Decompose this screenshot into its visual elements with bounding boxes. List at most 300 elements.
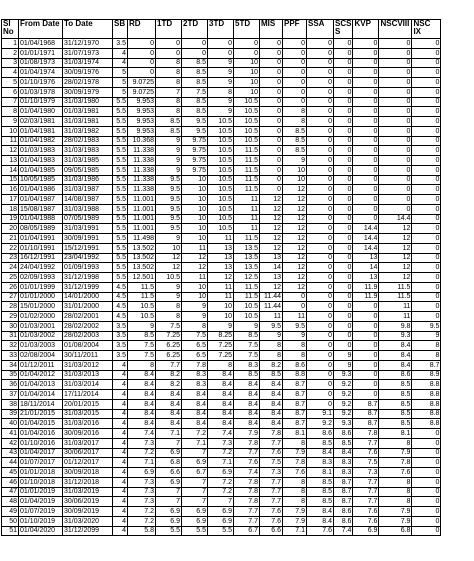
table-body xyxy=(2,39,441,536)
table-cell: 11.001 xyxy=(128,204,156,214)
table-row xyxy=(2,224,441,234)
table-cell: 8.7 xyxy=(283,390,307,400)
table-cell: 0 xyxy=(353,302,379,312)
table-cell: 8.4 xyxy=(128,409,156,419)
table-cell: 44 xyxy=(2,458,19,468)
table-cell: 0 xyxy=(412,68,441,78)
table-row xyxy=(2,68,441,78)
table-cell: 31/03/2012 xyxy=(63,360,113,370)
table-cell: 7.9 xyxy=(379,516,412,526)
table-cell: 8 xyxy=(283,477,307,487)
table-cell: 0 xyxy=(307,136,334,146)
table-cell: 6.9 xyxy=(182,516,208,526)
table-cell: 8 xyxy=(208,87,234,97)
table-cell: 9.8 xyxy=(379,321,412,331)
table-cell: 8.5 xyxy=(283,126,307,136)
table-cell: 0 xyxy=(260,68,283,78)
table-cell: 9.5 xyxy=(156,185,182,195)
table-cell: 8 xyxy=(379,497,412,507)
table-cell: 9.5 xyxy=(260,321,283,331)
table-cell: 12 xyxy=(156,263,182,273)
table-cell: 0 xyxy=(379,146,412,156)
table-cell: 0 xyxy=(353,165,379,175)
table-cell: 0 xyxy=(260,78,283,88)
table-cell: 7.8 xyxy=(283,458,307,468)
table-cell: 11.5 xyxy=(234,146,260,156)
rates-spreadsheet xyxy=(1,19,441,536)
table-cell: 5 xyxy=(113,68,128,78)
table-cell: 10.5 xyxy=(208,146,234,156)
table-cell: 9.5 xyxy=(156,195,182,205)
table-cell: 12 xyxy=(182,253,208,263)
table-cell: 31/03/2014 xyxy=(63,380,113,390)
table-cell: 10 xyxy=(234,78,260,88)
table-cell: 10.368 xyxy=(128,136,156,146)
table-cell: 7.8 xyxy=(234,497,260,507)
table-cell: 10 xyxy=(182,175,208,185)
table-cell: 0 xyxy=(307,126,334,136)
table-cell: 7 xyxy=(156,497,182,507)
table-cell: 8.4 xyxy=(156,390,182,400)
table-cell: 30/06/2017 xyxy=(63,448,113,458)
table-cell: 8.4 xyxy=(128,390,156,400)
table-cell: 31 xyxy=(2,331,19,341)
table-cell: 8.8 xyxy=(412,399,441,409)
table-cell: 5.5 xyxy=(113,204,128,214)
table-cell: 50 xyxy=(2,516,19,526)
table-cell: 12 xyxy=(283,263,307,273)
table-cell: 01/08/1973 xyxy=(19,58,63,68)
table-cell: 7.6 xyxy=(260,516,283,526)
table-cell: 0 xyxy=(379,39,412,49)
table-cell: 8.4 xyxy=(307,516,334,526)
table-cell: 14.4 xyxy=(379,214,412,224)
table-cell: 9 xyxy=(156,234,182,244)
table-cell: 11 xyxy=(208,234,234,244)
table-cell: 9.75 xyxy=(182,146,208,156)
table-cell: 12 xyxy=(283,234,307,244)
table-cell: 0 xyxy=(182,48,208,58)
table-cell: 31/12/1998 xyxy=(63,273,113,283)
table-cell: 30/06/2019 xyxy=(63,497,113,507)
table-cell: 11.5 xyxy=(128,292,156,302)
table-cell: 0 xyxy=(353,175,379,185)
table-cell: 7.7 xyxy=(353,497,379,507)
table-cell: 0 xyxy=(208,39,234,49)
table-cell: 0 xyxy=(260,87,283,97)
table-cell: 9.5 xyxy=(182,117,208,127)
table-cell: 8 xyxy=(128,360,156,370)
table-cell: 13.5 xyxy=(234,243,260,253)
table-row xyxy=(2,429,441,439)
table-cell: 27 xyxy=(2,292,19,302)
table-cell: 0 xyxy=(412,214,441,224)
table-cell: 7.7 xyxy=(353,487,379,497)
table-cell: 7 xyxy=(182,487,208,497)
table-cell: 34 xyxy=(2,360,19,370)
table-cell: 10 xyxy=(234,58,260,68)
table-cell: 5.5 xyxy=(113,185,128,195)
table-cell: 10/05/1985 xyxy=(19,175,63,185)
table-cell: 11.5 xyxy=(234,234,260,244)
table-cell: 5.5 xyxy=(113,243,128,253)
table-cell: 7.5 xyxy=(182,87,208,97)
table-cell: 7 xyxy=(208,497,234,507)
table-cell: 0 xyxy=(234,39,260,49)
table-cell: 0 xyxy=(260,185,283,195)
table-cell: 01/09/1993 xyxy=(63,263,113,273)
table-cell: 31/03/2017 xyxy=(63,438,113,448)
table-cell: 0 xyxy=(128,48,156,58)
table-cell: 5 xyxy=(113,78,128,88)
table-cell: 8.5 xyxy=(128,331,156,341)
table-cell: 5.5 xyxy=(113,195,128,205)
table-cell: 14/08/1987 xyxy=(63,195,113,205)
table-cell: 0 xyxy=(334,341,353,351)
table-cell: 11 xyxy=(260,312,283,322)
table-cell: 0 xyxy=(334,68,353,78)
table-cell: 0 xyxy=(334,312,353,322)
table-cell: 10.5 xyxy=(128,312,156,322)
table-cell: 7.25 xyxy=(156,331,182,341)
table-row xyxy=(2,136,441,146)
table-cell: 0 xyxy=(379,156,412,166)
table-cell: 32 xyxy=(2,341,19,351)
table-cell: 01/04/1980 xyxy=(19,107,63,117)
table-cell: 8 xyxy=(283,438,307,448)
table-cell: 5.8 xyxy=(128,526,156,536)
table-cell: 0 xyxy=(412,526,441,536)
table-cell: 8.5 xyxy=(307,438,334,448)
table-cell: 4 xyxy=(113,399,128,409)
table-cell: 7 xyxy=(182,477,208,487)
table-cell: 8.4 xyxy=(234,409,260,419)
table-cell: 5.5 xyxy=(113,224,128,234)
table-row xyxy=(2,214,441,224)
table-cell: 11.5 xyxy=(234,165,260,175)
table-cell: 7.6 xyxy=(234,458,260,468)
table-cell: 8.7 xyxy=(283,399,307,409)
table-row xyxy=(2,156,441,166)
table-cell: 28/02/2003 xyxy=(63,331,113,341)
table-row xyxy=(2,195,441,205)
table-cell: 18/11/2014 xyxy=(19,399,63,409)
table-cell: 10 xyxy=(182,185,208,195)
table-cell: 0 xyxy=(307,282,334,292)
table-cell: 8.4 xyxy=(128,419,156,429)
table-cell: 8.4 xyxy=(260,380,283,390)
table-cell: 7.9 xyxy=(379,448,412,458)
table-cell: 8.4 xyxy=(182,390,208,400)
table-cell: 8 xyxy=(379,477,412,487)
table-cell: 7.1 xyxy=(208,458,234,468)
table-cell: 0 xyxy=(412,468,441,478)
table-cell: 0 xyxy=(283,302,307,312)
table-cell: 12 xyxy=(2,146,19,156)
table-cell: 12 xyxy=(379,253,412,263)
table-cell: 11.338 xyxy=(128,156,156,166)
table-cell: 6.25 xyxy=(156,351,182,361)
table-cell: 8.5 xyxy=(182,97,208,107)
table-cell: 0 xyxy=(307,273,334,283)
table-cell: 9 xyxy=(412,331,441,341)
table-cell: 0 xyxy=(307,234,334,244)
table-cell: 11.5 xyxy=(234,175,260,185)
table-cell: 0 xyxy=(334,331,353,341)
table-cell: 9 xyxy=(283,156,307,166)
table-row xyxy=(2,321,441,331)
table-cell: 4 xyxy=(2,68,19,78)
table-cell: 0 xyxy=(379,117,412,127)
table-cell: 9 xyxy=(208,97,234,107)
table-cell: 4 xyxy=(113,516,128,526)
table-cell: 0 xyxy=(307,146,334,156)
table-cell: 7.25 xyxy=(208,341,234,351)
table-cell: 0 xyxy=(412,448,441,458)
table-cell: 0 xyxy=(334,282,353,292)
table-cell: 0 xyxy=(379,48,412,58)
table-cell: 6.6 xyxy=(156,468,182,478)
table-cell: 0 xyxy=(307,331,334,341)
table-cell: 8.4 xyxy=(379,341,412,351)
table-cell: 31/12/1999 xyxy=(63,282,113,292)
table-cell: 7 xyxy=(2,97,19,107)
table-row xyxy=(2,146,441,156)
table-cell: 8.7 xyxy=(283,380,307,390)
table-cell: 11.5 xyxy=(234,282,260,292)
table-row xyxy=(2,243,441,253)
table-cell: 0 xyxy=(334,107,353,117)
table-cell: 5 xyxy=(2,78,19,88)
table-cell: 14 xyxy=(353,263,379,273)
table-cell: 9.75 xyxy=(182,156,208,166)
table-row xyxy=(2,507,441,517)
table-cell: 0 xyxy=(412,117,441,127)
table-cell: 7.3 xyxy=(208,438,234,448)
table-cell: 11 xyxy=(234,224,260,234)
table-cell: 0 xyxy=(412,185,441,195)
table-cell: 12 xyxy=(379,234,412,244)
column-header-to-date: To Date xyxy=(63,20,113,39)
table-cell: 7.3 xyxy=(128,497,156,507)
table-cell: 8.4 xyxy=(128,380,156,390)
table-cell: 9 xyxy=(208,78,234,88)
table-row xyxy=(2,165,441,175)
table-cell: 10 xyxy=(182,292,208,302)
table-cell: 28/02/1978 xyxy=(63,78,113,88)
table-cell: 9.5 xyxy=(156,175,182,185)
table-cell: 01/01/2000 xyxy=(19,292,63,302)
table-cell: 0 xyxy=(334,195,353,205)
table-cell: 43 xyxy=(2,448,19,458)
table-cell: 0 xyxy=(412,48,441,58)
column-header-si-no: SI No xyxy=(2,20,19,39)
table-cell: 31/03/2016 xyxy=(63,419,113,429)
table-cell: 39 xyxy=(2,409,19,419)
table-cell: 0 xyxy=(334,117,353,127)
table-cell: 12 xyxy=(379,273,412,283)
table-cell: 0 xyxy=(412,126,441,136)
table-row xyxy=(2,351,441,361)
table-cell: 0 xyxy=(412,438,441,448)
table-cell: 0 xyxy=(128,58,156,68)
table-cell: 01/04/2013 xyxy=(19,380,63,390)
table-cell: 9 xyxy=(208,107,234,117)
table-cell: 0 xyxy=(307,175,334,185)
table-cell: 12.5 xyxy=(234,273,260,283)
table-cell: 4.5 xyxy=(113,292,128,302)
table-cell: 6.9 xyxy=(156,516,182,526)
table-cell: 7.2 xyxy=(128,448,156,458)
table-cell: 8.6 xyxy=(334,507,353,517)
table-cell: 10.5 xyxy=(208,175,234,185)
table-cell: 10 xyxy=(234,87,260,97)
table-row xyxy=(2,458,441,468)
table-cell: 0 xyxy=(334,39,353,49)
table-cell: 01/02/2000 xyxy=(19,312,63,322)
table-cell: 13.502 xyxy=(128,253,156,263)
table-cell: 11.498 xyxy=(128,234,156,244)
table-cell: 0 xyxy=(353,380,379,390)
table-cell: 9.3 xyxy=(334,419,353,429)
table-cell: 10 xyxy=(2,126,19,136)
table-cell: 7.9 xyxy=(234,429,260,439)
column-header-3td: 3TD xyxy=(208,20,234,39)
table-cell: 10 xyxy=(208,302,234,312)
table-cell: 30/09/2018 xyxy=(63,468,113,478)
column-header-rd: RD xyxy=(128,20,156,39)
table-cell: 7.6 xyxy=(260,448,283,458)
table-cell: 4 xyxy=(113,468,128,478)
table-cell: 8.7 xyxy=(412,360,441,370)
table-cell: 0 xyxy=(412,477,441,487)
table-row xyxy=(2,39,441,49)
table-cell: 0 xyxy=(412,273,441,283)
table-cell: 10.5 xyxy=(234,126,260,136)
table-cell: 7.2 xyxy=(208,487,234,497)
table-cell: 49 xyxy=(2,507,19,517)
table-cell: 7.8 xyxy=(260,429,283,439)
table-cell: 5.5 xyxy=(113,273,128,283)
table-cell: 8.8 xyxy=(283,370,307,380)
table-cell: 8.5 xyxy=(182,78,208,88)
table-cell: 10.5 xyxy=(208,214,234,224)
table-cell: 9.75 xyxy=(182,165,208,175)
table-cell: 10 xyxy=(182,214,208,224)
table-cell: 01/04/1981 xyxy=(19,126,63,136)
table-cell: 0 xyxy=(412,78,441,88)
table-cell: 7.4 xyxy=(128,429,156,439)
table-cell: 0 xyxy=(307,165,334,175)
column-header-nscviii: NSCVIII xyxy=(379,20,412,39)
table-cell: 31/12/2018 xyxy=(63,477,113,487)
table-row xyxy=(2,78,441,88)
table-cell: 5.5 xyxy=(113,117,128,127)
table-cell: 12 xyxy=(208,273,234,283)
table-cell: 5.5 xyxy=(113,214,128,224)
table-cell: 8.2 xyxy=(156,380,182,390)
table-cell: 12 xyxy=(260,243,283,253)
table-cell: 0 xyxy=(353,156,379,166)
table-cell: 8.7 xyxy=(353,399,379,409)
table-cell: 7 xyxy=(182,497,208,507)
table-cell: 12 xyxy=(260,282,283,292)
table-cell: 12 xyxy=(260,224,283,234)
table-cell: 11 xyxy=(182,243,208,253)
table-cell: 0 xyxy=(353,107,379,117)
table-cell: 01/04/1991 xyxy=(19,234,63,244)
table-cell: 0 xyxy=(283,97,307,107)
table-cell: 7.2 xyxy=(128,507,156,517)
table-cell: 7.1 xyxy=(283,526,307,536)
table-cell: 31/03/2015 xyxy=(63,409,113,419)
table-cell: 21 xyxy=(2,234,19,244)
table-cell: 7.3 xyxy=(353,468,379,478)
table-row xyxy=(2,497,441,507)
table-cell: 8 xyxy=(283,497,307,507)
table-cell: 11.5 xyxy=(128,282,156,292)
table-cell: 8.8 xyxy=(412,419,441,429)
table-cell: 0 xyxy=(412,136,441,146)
table-cell: 12 xyxy=(283,214,307,224)
table-cell: 24/04/1992 xyxy=(19,263,63,273)
table-cell: 8.6 xyxy=(379,370,412,380)
table-cell: 7.6 xyxy=(307,526,334,536)
table-cell: 10 xyxy=(283,165,307,175)
table-cell: 5.5 xyxy=(113,156,128,166)
table-cell: 5.5 xyxy=(113,165,128,175)
table-cell: 8.5 xyxy=(379,380,412,390)
table-cell: 7.9 xyxy=(283,516,307,526)
table-cell: 9 xyxy=(156,292,182,302)
table-cell: 0 xyxy=(307,68,334,78)
table-cell: 5.5 xyxy=(113,97,128,107)
table-cell: 7.3 xyxy=(128,438,156,448)
table-cell: 0 xyxy=(334,175,353,185)
table-cell: 35 xyxy=(2,370,19,380)
table-cell: 0 xyxy=(334,292,353,302)
table-cell: 4 xyxy=(113,48,128,58)
table-cell: 6.6 xyxy=(260,526,283,536)
table-cell: 0 xyxy=(353,331,379,341)
table-cell: 10 xyxy=(182,282,208,292)
table-cell: 7.7 xyxy=(260,497,283,507)
table-cell: 6.9 xyxy=(353,526,379,536)
table-cell: 8.6 xyxy=(307,429,334,439)
table-cell: 8.2 xyxy=(260,360,283,370)
table-cell: 7.9 xyxy=(379,507,412,517)
table-cell: 01/04/2020 xyxy=(19,526,63,536)
table-cell: 5.5 xyxy=(113,263,128,273)
table-cell: 8.4 xyxy=(208,380,234,390)
table-cell: 14.4 xyxy=(353,234,379,244)
table-cell: 7.3 xyxy=(260,468,283,478)
table-cell: 4 xyxy=(113,497,128,507)
table-row xyxy=(2,331,441,341)
table-row xyxy=(2,282,441,292)
table-cell: 29 xyxy=(2,312,19,322)
table-cell: 5.5 xyxy=(113,234,128,244)
table-cell: 9.2 xyxy=(334,409,353,419)
table-cell: 0 xyxy=(260,146,283,156)
table-cell: 01/12/2017 xyxy=(63,458,113,468)
table-cell: 0 xyxy=(353,78,379,88)
column-header-ssa: SSA xyxy=(307,20,334,39)
table-cell: 7.5 xyxy=(234,341,260,351)
table-cell: 8 xyxy=(156,78,182,88)
table-cell: 8 xyxy=(283,107,307,117)
table-cell: 0 xyxy=(334,263,353,273)
